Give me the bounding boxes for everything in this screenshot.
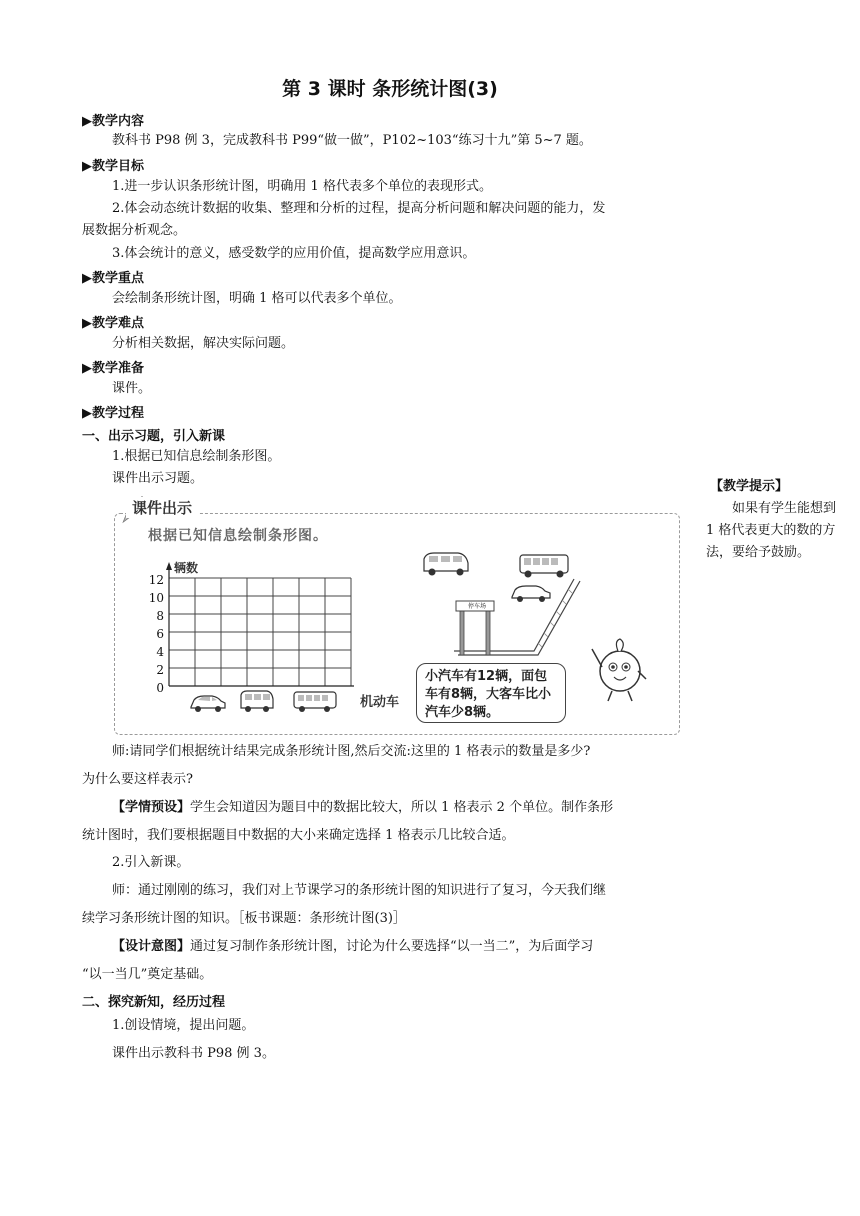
teacher-line-2a: 师：通过刚刚的练习，我们对上节课学习的条形统计图的知识进行了复习，今天我们继 (112, 883, 607, 898)
y-axis-label: 辆数 (174, 561, 199, 575)
teacher-line-1a: 师:请同学们根据统计结果完成条形统计图,然后交流:这里的 1 格表示的数量是多少? (112, 744, 591, 759)
heading-process: ▶教学过程 (82, 406, 144, 421)
part-2-step-1: 1.创设情境，提出问题。 (112, 1018, 255, 1033)
heading-key: ▶教学重点 (82, 271, 144, 286)
parking-lot-scene (414, 547, 584, 657)
situation-preset-text: 学生会知道因为题目中的数据比较大，所以 1 格表示 2 个单位。制作条形 (190, 800, 614, 815)
bus-icon (292, 687, 338, 715)
y-tick: 12 (148, 573, 164, 587)
goal-1: 1.进一步认识条形统计图，明确用 1 格代表多个单位的表现形式。 (112, 179, 492, 194)
heading-content: ▶教学内容 (82, 114, 144, 129)
step-1-note: 课件出示习题。 (112, 471, 204, 486)
courseware-figure (114, 495, 682, 735)
design-intent (112, 937, 593, 957)
heading-preparation: ▶教学准备 (82, 361, 144, 376)
van-icon (238, 687, 276, 715)
y-tick: 8 (156, 609, 164, 623)
part-1-heading: 一、出示习题，引入新课 (82, 429, 226, 444)
situation-preset (112, 798, 613, 818)
teacher-line-2b: 续学习条形统计图的知识。［板书课题：条形统计图(3)］ (82, 911, 406, 926)
teaching-tip-sidebar (706, 476, 836, 564)
design-intent-tag: 【设计意图】 (112, 939, 191, 954)
design-intent-cont: “以一当几”奠定基础。 (82, 967, 213, 982)
situation-preset-cont: 统计图时，我们要根据题目中数据的大小来确定选择 1 格表示几比较合适。 (82, 828, 515, 843)
teacher-line-1b: 为什么要这样表示? (82, 772, 193, 787)
figure-instruction: 根据已知信息绘制条形图。 (148, 528, 328, 544)
heading-difficulty: ▶教学难点 (82, 316, 144, 331)
step-1: 1.根据已知信息绘制条形图。 (112, 449, 281, 464)
goal-2-line1: 2.体会动态统计数据的收集、整理和分析的过程，提高分析问题和解决问题的能力，发 (112, 201, 606, 216)
parking-sign: 停车场 (467, 603, 486, 610)
speech-bubble: 小汽车有12辆，面包车有8辆，大客车比小汽车少8辆。 (416, 663, 566, 723)
mascot-icon (588, 635, 648, 705)
y-tick: 0 (156, 681, 164, 695)
key-text: 会绘制条形统计图，明确 1 格可以代表多个单位。 (112, 291, 402, 306)
y-tick: 2 (156, 663, 164, 677)
y-tick: 10 (148, 591, 164, 605)
y-tick: 4 (156, 645, 164, 659)
design-intent-text: 通过复习制作条形统计图，讨论为什么要选择“以一当二”，为后面学习 (190, 939, 594, 954)
page-title: 第 3 课时 条形统计图(3) (282, 78, 498, 100)
difficulty-text: 分析相关数据，解决实际问题。 (112, 336, 295, 351)
car-icon (188, 691, 228, 715)
figure-label: 课件出示 (126, 497, 198, 518)
teaching-tip-body: 如果有学生能想到 1 格代表更大的数的方法，要给予鼓励。 (706, 501, 837, 560)
situation-preset-tag: 【学情预设】 (112, 800, 191, 815)
preparation-text: 课件。 (112, 381, 152, 396)
part-2-heading: 二、探究新知，经历过程 (82, 995, 226, 1010)
x-axis-label: 机动车 (360, 695, 400, 710)
step-2: 2.引入新课。 (112, 855, 190, 870)
teaching-tip-title: 【教学提示】 (710, 479, 789, 494)
heading-goals: ▶教学目标 (82, 159, 144, 174)
goal-2-line2: 展数据分析观念。 (82, 223, 187, 238)
goal-3: 3.体会统计的意义，感受数学的应用价值，提高数学应用意识。 (112, 246, 476, 261)
content-text: 教科书 P98 例 3，完成教科书 P99“做一做”，P102~103“练习十九”第 5~7 题。 (112, 133, 592, 148)
part-2-step-1-note: 课件出示教科书 P98 例 3。 (112, 1046, 275, 1061)
y-tick: 6 (156, 627, 164, 641)
y-tick-labels (146, 571, 164, 697)
